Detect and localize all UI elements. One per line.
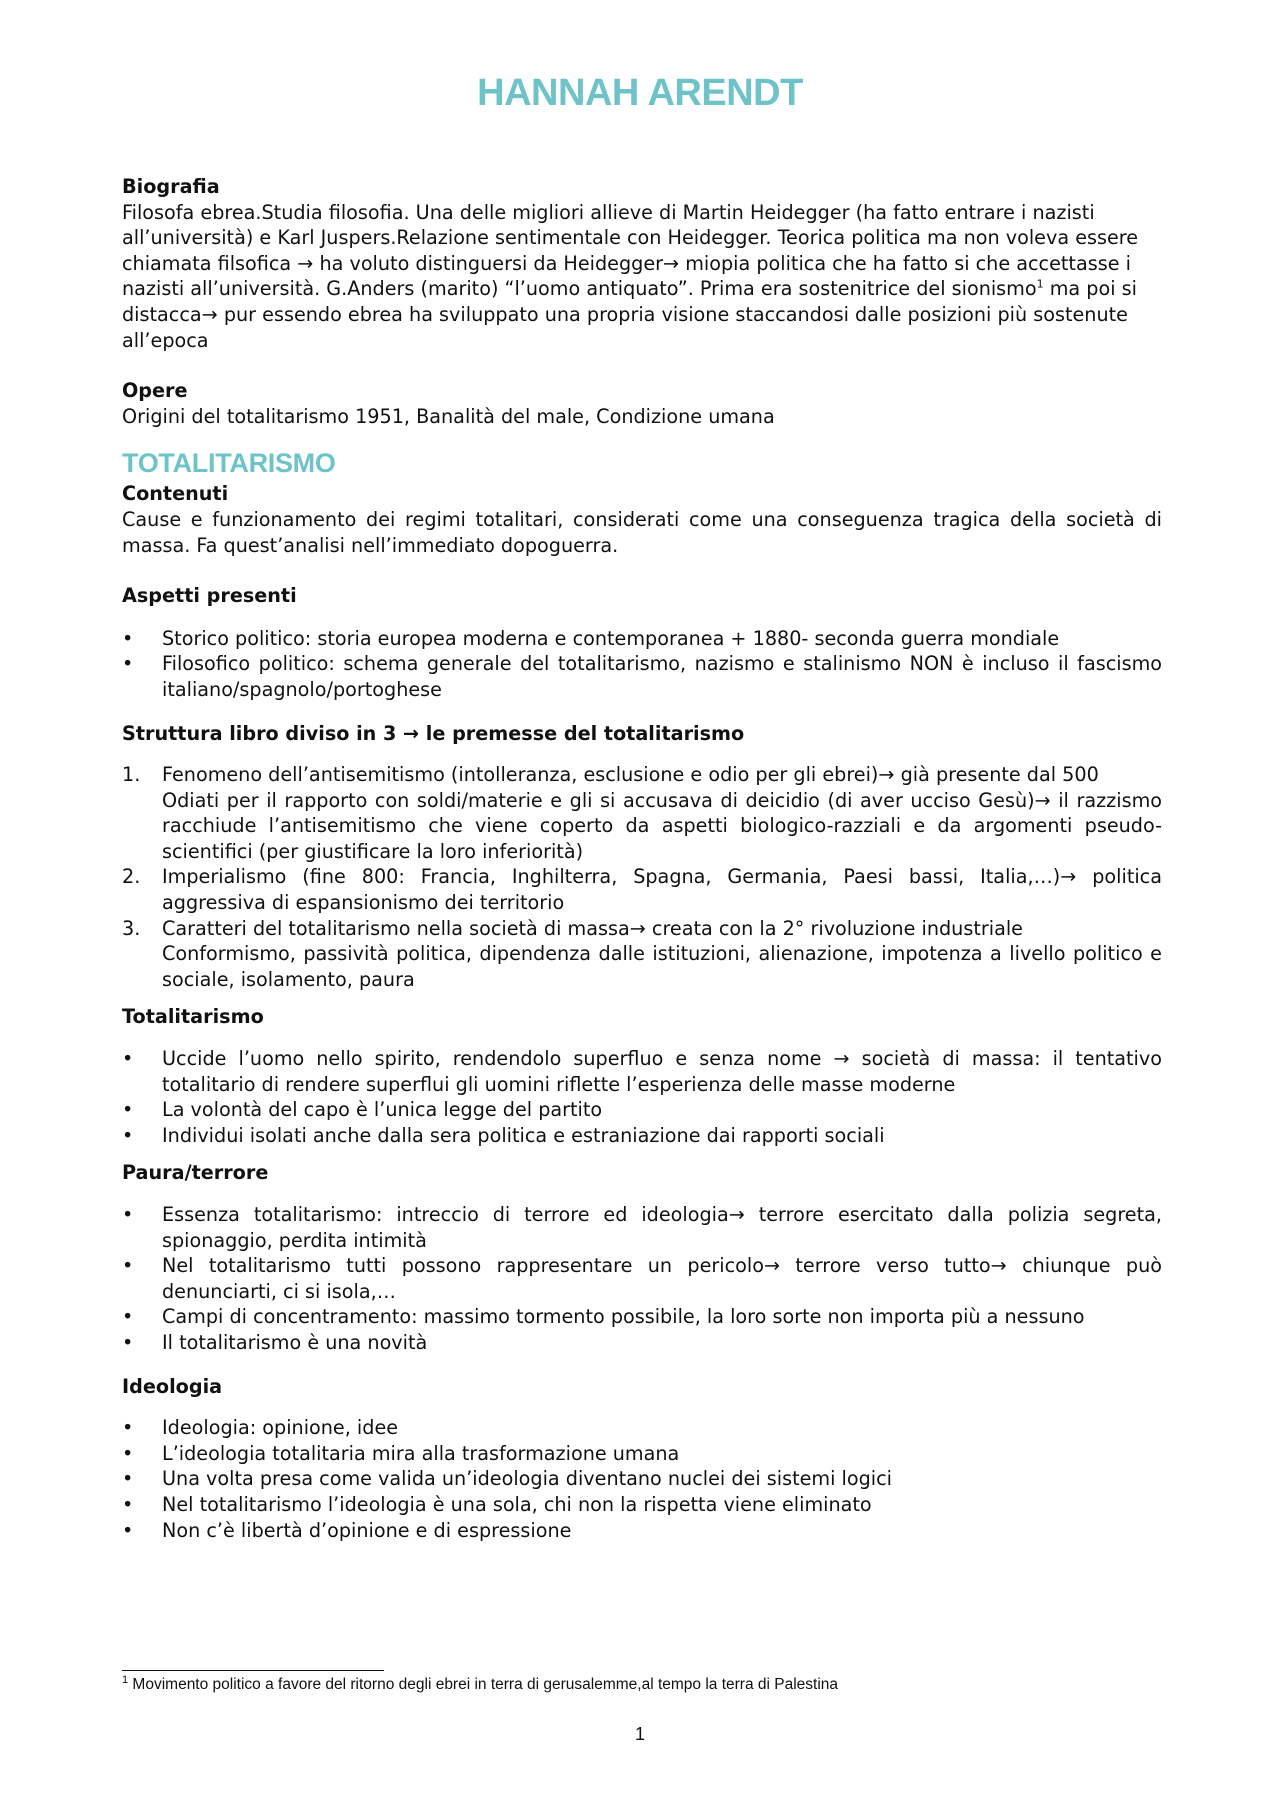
list-item (122, 1253, 1162, 1304)
heading-totalitarismo: Totalitarismo (122, 1005, 264, 1029)
list-item-text: Il totalitarismo è una novità (162, 1330, 428, 1354)
numbered-item (122, 762, 1162, 864)
item-number: 2. (122, 865, 141, 889)
document-body (122, 174, 1162, 1543)
item-number: 3. (122, 916, 141, 940)
footnote-number: 1 (122, 1673, 129, 1686)
list-item (122, 1202, 1162, 1253)
numbered-item-text: Fenomeno dell’antisemitismo (intolleranza, esclusione e odio per gli ebrei)→ già presente dal 500 (162, 763, 1099, 787)
bullet-icon: • (122, 1203, 134, 1226)
list-paura-terrore (122, 1202, 1162, 1356)
list-item (122, 1123, 1162, 1149)
bullet-icon: • (122, 1305, 134, 1329)
numbered-item (122, 916, 1162, 993)
list-item (122, 1330, 1162, 1356)
footnote-reference[interactable]: 1 (1036, 277, 1044, 291)
bullet-icon: • (122, 1123, 134, 1147)
list-aspetti-presenti (122, 626, 1162, 703)
list-item (122, 1492, 1162, 1518)
bullet-icon: • (122, 1492, 134, 1516)
biografia-text-a: Filosofa ebrea.Studia filosofia. Una delle migliori allieve di Martin Heidegger (ha fatto entrare i nazisti all’università) e Karl Juspers.Relazione sentimentale con Heidegger. Teorica politica ma non voleva essere chiamata filsofica → ha voluto distinguersi da Heidegger→ miopia politica che ha fatto si che accettasse i nazisti all’università. G.Anders (marito) “l’uomo antiquato”. Prima era sostenitrice del sionismo (122, 200, 1139, 301)
list-item (122, 651, 1162, 702)
list-item (122, 626, 1162, 652)
list-item-text: Individui isolati anche dalla sera politica e estraniazione dai rapporti sociali (162, 1123, 885, 1147)
numbered-item (122, 864, 1162, 915)
bullet-icon: • (122, 1047, 134, 1071)
footnote-text: Movimento politico a favore del ritorno degli ebrei in terra di gerusalemme,al tempo la terra di Palestina (128, 1676, 839, 1693)
list-totalitarismo (122, 1046, 1162, 1148)
list-item-text: Filosofico politico: schema generale del totalitarismo, nazismo e stalinismo NON è incluso il fascismo italiano/spagnolo/portoghese (162, 652, 1162, 701)
list-item (122, 1441, 1162, 1467)
heading-struttura-libro: Struttura libro diviso in 3 → le premesse del totalitarismo (122, 721, 745, 745)
paragraph-opere: Origini del totalitarismo 1951, Banalità del male, Condizione umana (122, 404, 775, 428)
bullet-icon: • (122, 1518, 134, 1542)
list-item (122, 1518, 1162, 1544)
document-title: HANNAH ARENDT (477, 72, 803, 114)
heading-biografia: Biografia (122, 175, 220, 198)
heading-ideologia: Ideologia (122, 1374, 223, 1398)
list-item-text: La volontà del capo è l’unica legge del partito (162, 1098, 603, 1122)
list-item-text: Una volta presa come valida un’ideologia diventano nuclei dei sistemi logici (162, 1467, 892, 1491)
list-item-text: Nel totalitarismo tutti possono rappresentare un pericolo→ terrore verso tutto→ chiunque può denunciarti, ci si isola,… (162, 1254, 1162, 1303)
list-ideologia (122, 1415, 1162, 1543)
list-item-text: Non c’è libertà d’opinione e di espressione (162, 1518, 572, 1542)
list-item (122, 1466, 1162, 1492)
list-item-text: Uccide l’uomo nello spirito, rendendolo superfluo e senza nome → società di massa: il tentativo totalitario di rendere superflui gli uomini riflette l’esperienza delle masse moderne (162, 1047, 1162, 1096)
biografia-text-b: ma poi si distacca→ pur essendo ebrea ha sviluppato una propria visione staccandosi dalle posizioni più sostenute all’epoca (122, 277, 1137, 352)
heading-paura-terrore: Paura/terrore (122, 1161, 269, 1185)
paragraph-contenuti: Cause e funzionamento dei regimi totalitari, considerati come una conseguenza tragica della società di massa. Fa quest’analisi nell’immediato dopoguerra. (122, 507, 1162, 557)
heading-aspetti-presenti: Aspetti presenti (122, 584, 297, 608)
bullet-icon: • (122, 1441, 134, 1465)
heading-opere: Opere (122, 379, 188, 403)
item-number: 1. (122, 763, 141, 787)
bullet-icon: • (122, 1330, 134, 1354)
list-item (122, 1415, 1162, 1441)
bullet-icon: • (122, 1254, 134, 1278)
numbered-item-text: Caratteri del totalitarismo nella società di massa→ creata con la 2° rivoluzione industriale (162, 916, 1023, 940)
footnote-separator (122, 1670, 384, 1671)
list-item (122, 1097, 1162, 1123)
bullet-icon: • (122, 652, 134, 676)
section-title-totalitarismo: TOTALITARISMO (122, 448, 336, 479)
list-item (122, 1046, 1162, 1097)
bullet-icon: • (122, 1098, 134, 1122)
bullet-icon: • (122, 626, 134, 650)
list-item-text: Campi di concentramento: massimo tormento possibile, la loro sorte non importa più a nessuno (162, 1305, 1085, 1329)
list-item-text: L’ideologia totalitaria mira alla trasformazione umana (162, 1441, 680, 1465)
numbered-item-subtext: Odiati per il rapporto con soldi/materie e gli si accusava di deicidio (di aver ucciso Gesù)→ il razzismo racchiude l’antisemitismo che viene coperto da aspetti biologico-razziali e da argomenti pseudo-scientifici (per giustificare la loro inferiorità) (162, 788, 1162, 863)
footnote (122, 1675, 1182, 1695)
heading-contenuti: Contenuti (122, 482, 229, 506)
list-item-text: Storico politico: storia europea moderna e contemporanea + 1880- seconda guerra mondiale (162, 626, 1060, 650)
list-item (122, 1304, 1162, 1330)
page-number: 1 (634, 1724, 645, 1744)
bullet-icon: • (122, 1467, 134, 1491)
numbered-item-subtext: Conformismo, passività politica, dipendenza dalle istituzioni, alienazione, impotenza a livello politico e sociale, isolamento, paura (162, 942, 1162, 991)
list-struttura-libro (122, 762, 1162, 992)
list-item-text: Nel totalitarismo l’ideologia è una sola, chi non la rispetta viene eliminato (162, 1492, 872, 1516)
numbered-item-text: Imperialismo (fine 800: Francia, Inghilterra, Spagna, Germania, Paesi bassi, Italia,…)→ politica aggressiva di espansionismo dei territorio (162, 865, 1162, 915)
bullet-icon: • (122, 1416, 134, 1440)
list-item-text: Essenza totalitarismo: intreccio di terrore ed ideologia→ terrore esercitato dalla polizia segreta, spionaggio, perdita intimità (162, 1203, 1162, 1252)
paragraph-biografia (122, 200, 1162, 354)
list-item-text: Ideologia: opinione, idee (162, 1416, 399, 1440)
